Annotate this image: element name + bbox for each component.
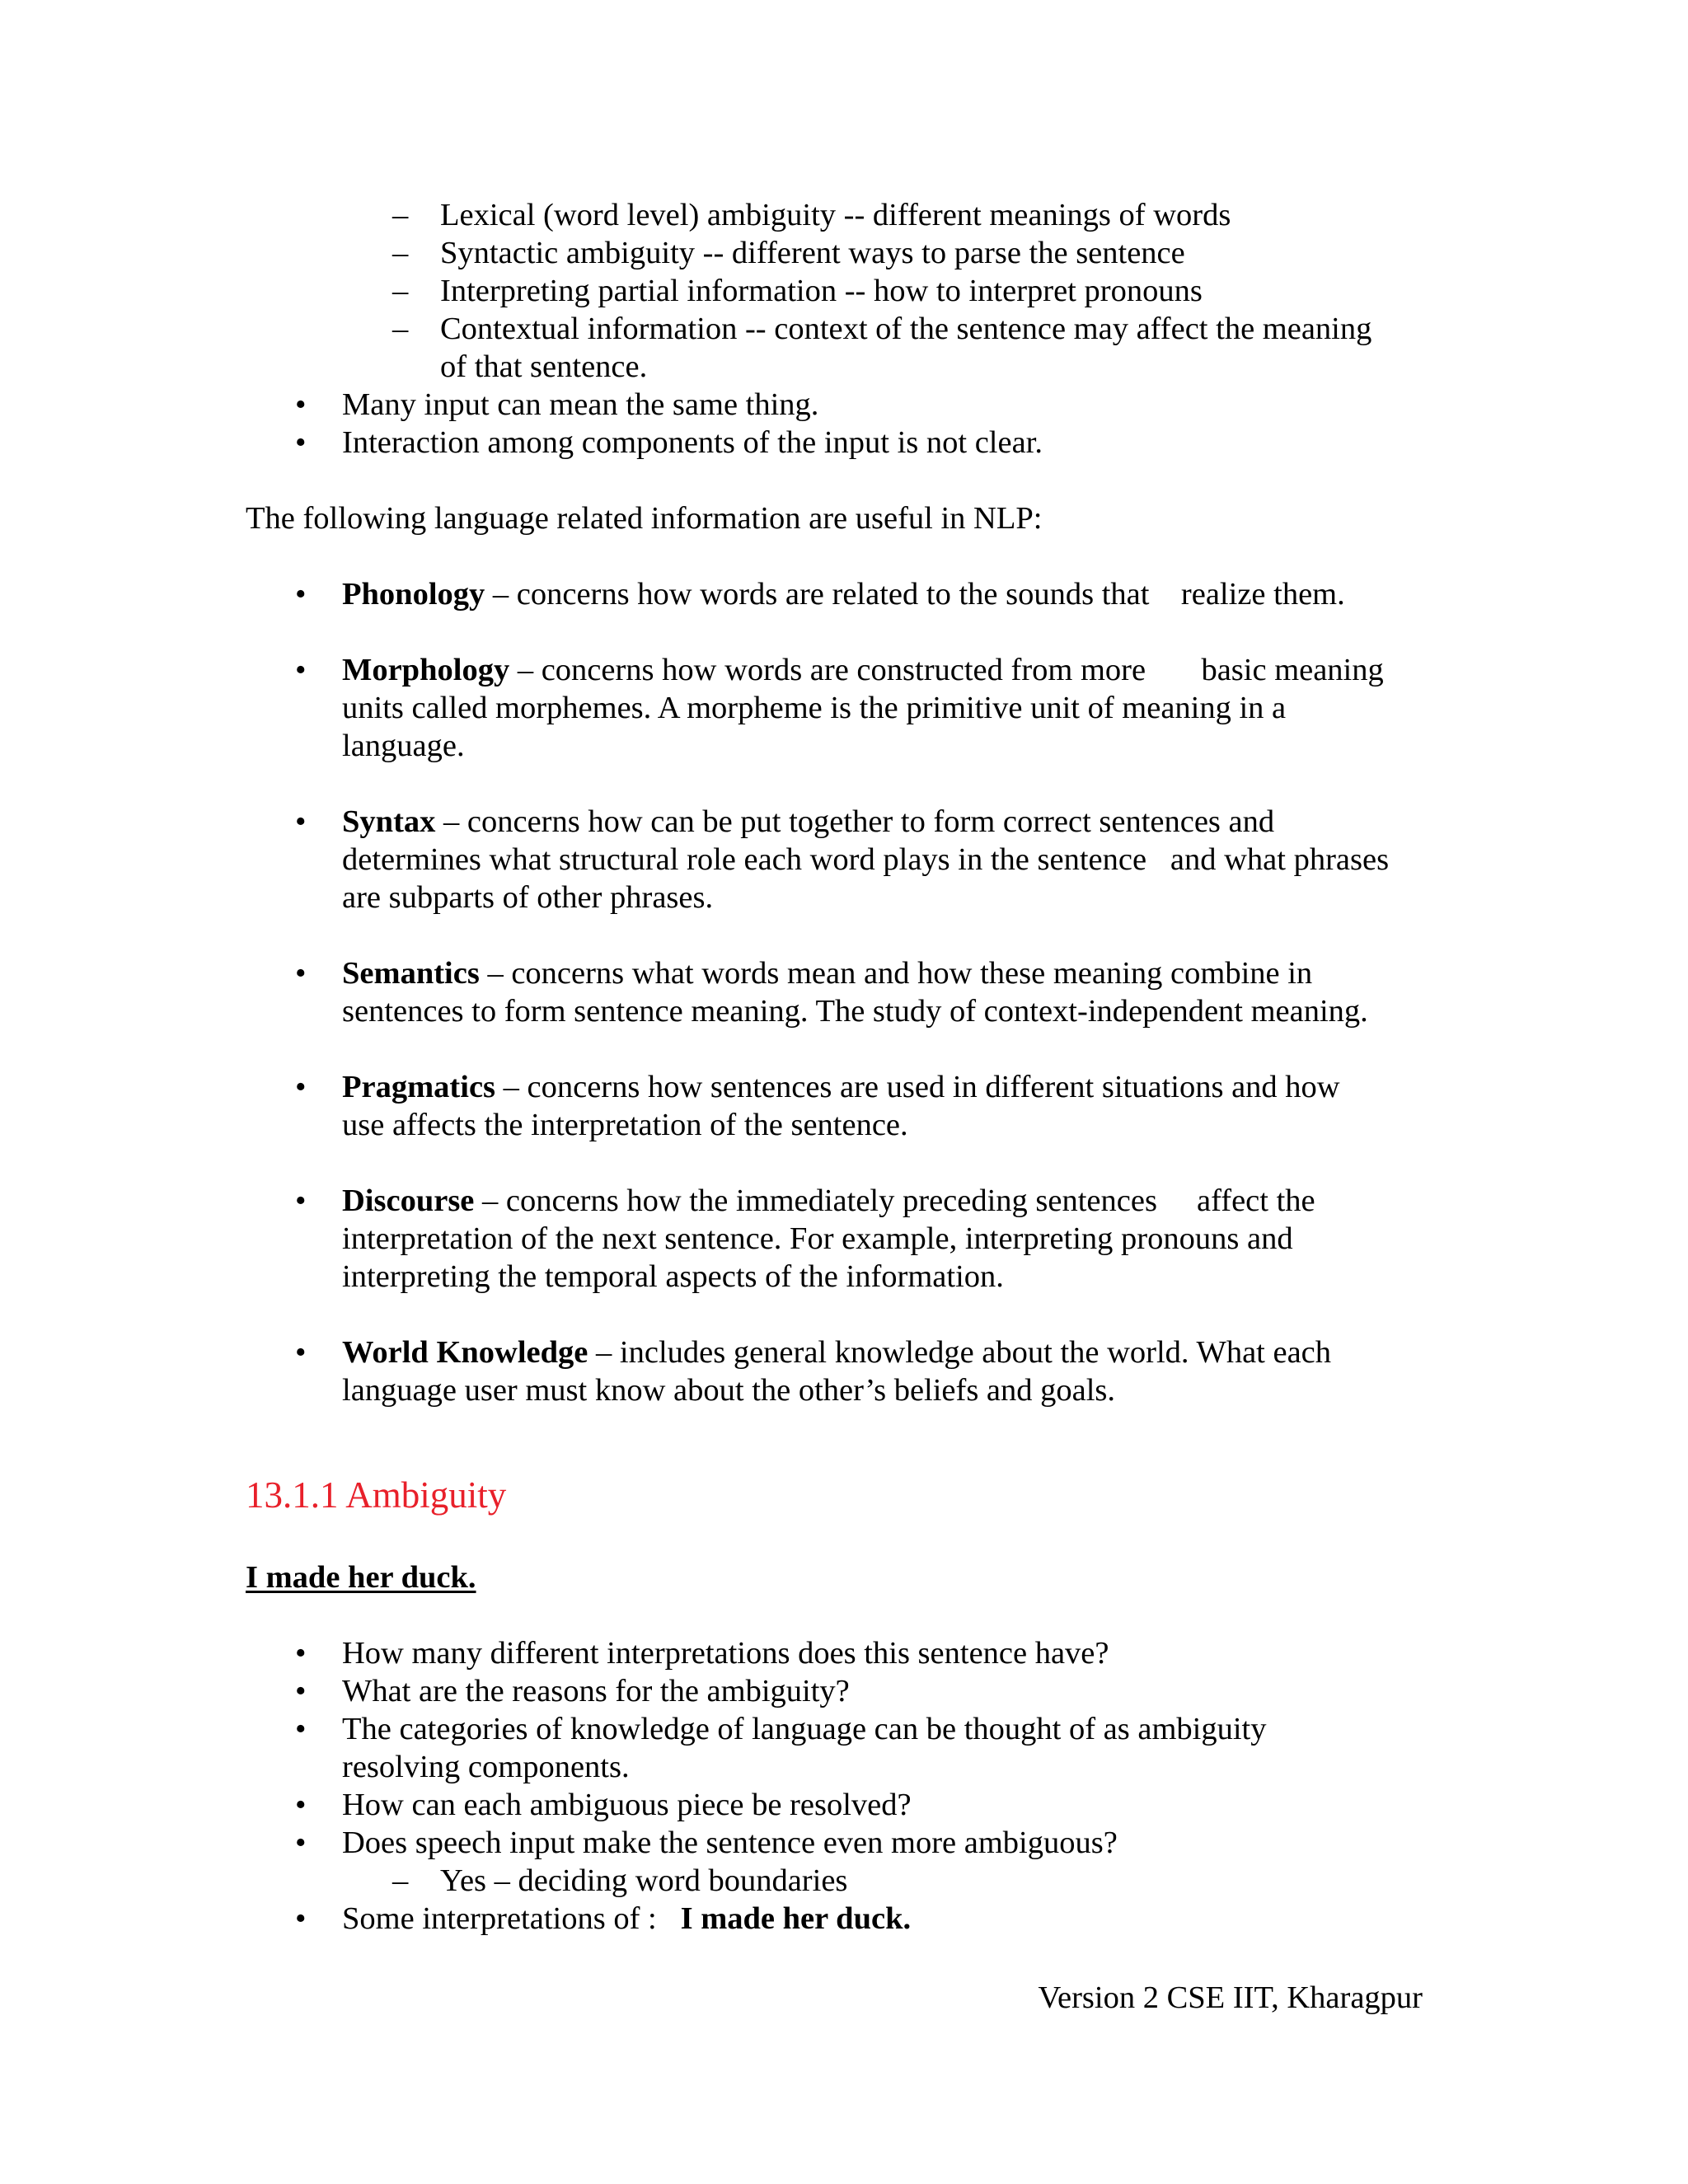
term-syntax: Syntax — [342, 804, 436, 839]
bullet-item: Interaction among components of the input is not clear. — [342, 425, 1043, 460]
bullet-marker: • — [295, 1335, 307, 1370]
bullet-marker: • — [295, 1674, 307, 1708]
definition-text: – concerns how words are constructed from more basic meaning — [509, 653, 1384, 687]
dash-marker: – — [392, 198, 409, 232]
definition-text: units called morphemes. A morpheme is the primitive unit of meaning in a — [342, 691, 1287, 725]
dash-marker: – — [392, 236, 409, 270]
dash-item-contextual-cont: of that sentence. — [440, 349, 648, 384]
bullet-marker: • — [295, 1070, 307, 1104]
dash-marker: – — [392, 1863, 409, 1898]
definition-morphology — [342, 651, 1384, 689]
definition-text: – includes general knowledge about the world. What each — [588, 1335, 1331, 1370]
definition-syntax — [342, 803, 1274, 841]
bullet-marker: • — [295, 653, 307, 687]
question-text: Some interpretations of : — [342, 1901, 681, 1936]
question-item: What are the reasons for the ambiguity? — [342, 1674, 850, 1708]
definition-semantics — [342, 954, 1312, 992]
definition-text: language. — [342, 729, 465, 763]
example-sentence-inline: I made her duck. — [680, 1901, 912, 1936]
question-item-cont: resolving components. — [342, 1750, 630, 1784]
dash-item-partial: Interpreting partial information -- how to interpret pronouns — [440, 274, 1203, 308]
dash-marker: – — [392, 274, 409, 308]
definition-text: interpreting the temporal aspects of the information. — [342, 1259, 1004, 1294]
definition-phonology — [342, 575, 1345, 613]
definition-text: – concerns how words are related to the sounds that realize them. — [485, 577, 1345, 612]
question-item: How many different interpretations does this sentence have? — [342, 1636, 1109, 1671]
definition-text: – concerns what words mean and how these meaning combine in — [479, 956, 1313, 991]
bullet-marker: • — [295, 1825, 307, 1860]
definition-text: – concerns how sentences are used in different situations and how — [495, 1070, 1340, 1104]
bullet-marker: • — [295, 577, 307, 612]
bullet-marker: • — [295, 1183, 307, 1218]
definition-text: – concerns how can be put together to form correct sentences and — [435, 804, 1275, 839]
definition-text: use affects the interpretation of the sentence. — [342, 1108, 908, 1142]
definition-pragmatics — [342, 1068, 1340, 1106]
term-pragmatics: Pragmatics — [342, 1070, 496, 1104]
bullet-marker: • — [295, 1901, 307, 1936]
example-sentence: I made her duck. — [246, 1560, 476, 1595]
definition-text: sentences to form sentence meaning. The study of context-independent meaning. — [342, 994, 1368, 1029]
definition-text: language user must know about the other’s beliefs and goals. — [342, 1373, 1116, 1408]
definition-text: interpretation of the next sentence. For example, interpreting pronouns and — [342, 1221, 1293, 1256]
dash-marker: – — [392, 312, 409, 346]
bullet-marker: • — [295, 1788, 307, 1822]
definition-discourse — [342, 1182, 1315, 1220]
bullet-marker: • — [295, 804, 307, 839]
question-item: The categories of knowledge of language can be thought of as ambiguity — [342, 1712, 1267, 1746]
bullet-item: Many input can mean the same thing. — [342, 387, 819, 422]
dash-item-contextual: Contextual information -- context of the sentence may affect the meaning — [440, 312, 1372, 346]
page-footer: Version 2 CSE IIT, Kharagpur — [1038, 1980, 1423, 2015]
intro-paragraph: The following language related information are useful in NLP: — [246, 501, 1043, 536]
bullet-marker: • — [295, 1712, 307, 1746]
question-item-interpretations — [342, 1900, 911, 1938]
term-phonology: Phonology — [342, 577, 485, 612]
definition-world-knowledge — [342, 1333, 1331, 1371]
term-semantics: Semantics — [342, 956, 480, 991]
term-discourse: Discourse — [342, 1183, 475, 1218]
definition-text: – concerns how the immediately preceding sentences affect the — [474, 1183, 1315, 1218]
term-morphology: Morphology — [342, 653, 510, 687]
question-item: How can each ambiguous piece be resolved? — [342, 1788, 912, 1822]
bullet-marker: • — [295, 387, 307, 422]
bullet-marker: • — [295, 425, 307, 460]
definition-text: are subparts of other phrases. — [342, 880, 714, 915]
dash-item-syntactic: Syntactic ambiguity -- different ways to parse the sentence — [440, 236, 1185, 270]
bullet-marker: • — [295, 956, 307, 991]
sub-answer-item: Yes – deciding word boundaries — [440, 1863, 848, 1898]
question-item: Does speech input make the sentence even more ambiguous? — [342, 1825, 1118, 1860]
dash-item-lexical: Lexical (word level) ambiguity -- different meanings of words — [440, 198, 1231, 232]
bullet-marker: • — [295, 1636, 307, 1671]
term-world-knowledge: World Knowledge — [342, 1335, 588, 1370]
section-heading: 13.1.1 Ambiguity — [246, 1474, 507, 1516]
definition-text: determines what structural role each word plays in the sentence and what phrases — [342, 842, 1390, 877]
